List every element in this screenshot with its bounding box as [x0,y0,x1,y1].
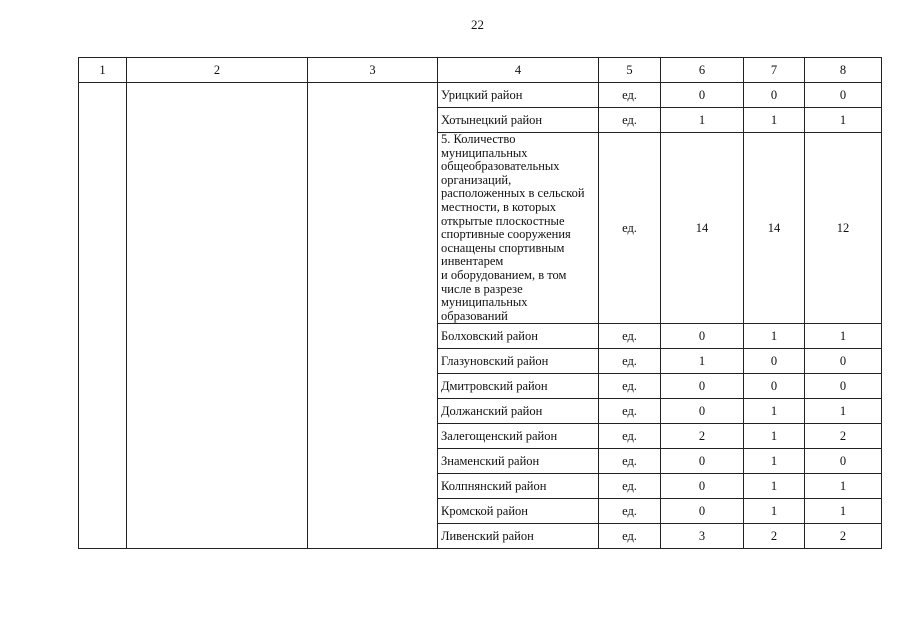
indicator-line: открытые плоскостные [441,213,565,228]
indicator-line: общеобразовательных [441,159,560,174]
header-col-8: 8 [805,58,882,83]
unit-cell: ед. [599,399,661,424]
value-col-8: 0 [805,374,882,399]
value-col-7: 1 [744,424,805,449]
indicator-table [78,57,882,549]
value-col-8: 2 [805,424,882,449]
district-name: Кромской район [438,499,599,524]
indicator-line: спортивные сооружения [441,227,571,242]
district-name: Урицкий район [438,83,599,108]
unit-cell: ед. [599,449,661,474]
value-col-8: 2 [805,524,882,549]
value-col-6: 1 [661,108,744,133]
district-name: Залегощенский район [438,424,599,449]
value-col-7: 1 [744,324,805,349]
header-col-7: 7 [744,58,805,83]
value-col-8: 0 [805,349,882,374]
indicator-line: и оборудованием, в том [441,267,567,282]
indicator-line: 5. Количество [441,132,516,146]
blank-col-3 [308,83,438,549]
blank-col-1 [79,83,127,549]
header-col-1: 1 [79,58,127,83]
district-name: Болховский район [438,324,599,349]
header-col-5: 5 [599,58,661,83]
value-col-7: 0 [744,374,805,399]
header-col-6: 6 [661,58,744,83]
value-col-6: 0 [661,324,744,349]
district-name: Должанский район [438,399,599,424]
unit-cell: ед. [599,349,661,374]
header-col-2: 2 [127,58,308,83]
district-name: Глазуновский район [438,349,599,374]
value-col-8: 1 [805,108,882,133]
district-name: Хотынецкий район [438,108,599,133]
indicator-line: муниципальных [441,295,528,310]
unit-cell: ед. [599,324,661,349]
value-col-7: 1 [744,449,805,474]
value-col-6: 0 [661,499,744,524]
unit-cell: ед. [599,133,661,324]
header-row [79,58,882,83]
indicator-line: организаций, [441,172,512,187]
value-col-8: 1 [805,324,882,349]
district-name: Знаменский район [438,449,599,474]
unit-cell: ед. [599,474,661,499]
indicator-line: инвентарем [441,254,504,269]
unit-cell: ед. [599,83,661,108]
value-col-7: 2 [744,524,805,549]
value-col-6: 0 [661,399,744,424]
value-col-6: 0 [661,83,744,108]
value-col-8: 1 [805,474,882,499]
value-col-6: 0 [661,374,744,399]
unit-cell: ед. [599,524,661,549]
indicator-line: образований [441,308,508,323]
indicator-line: расположенных в сельской [441,186,585,201]
value-col-7: 1 [744,474,805,499]
value-col-6: 14 [661,133,744,324]
indicator-line: оснащены спортивным [441,240,565,255]
value-col-6: 3 [661,524,744,549]
value-col-6: 1 [661,349,744,374]
value-col-8: 0 [805,83,882,108]
page-number: 22 [471,17,484,32]
value-col-6: 0 [661,474,744,499]
unit-cell: ед. [599,424,661,449]
indicator-line: числе в разрезе [441,281,523,296]
header-col-4: 4 [438,58,599,83]
value-col-8: 12 [805,133,882,324]
blank-col-2 [127,83,308,549]
indicator-description [438,133,599,324]
indicator-line: муниципальных [441,145,528,160]
value-col-8: 1 [805,399,882,424]
value-col-8: 1 [805,499,882,524]
value-col-7: 1 [744,499,805,524]
district-name: Ливенский район [438,524,599,549]
header-col-3: 3 [308,58,438,83]
value-col-7: 0 [744,83,805,108]
value-col-7: 0 [744,349,805,374]
value-col-7: 1 [744,399,805,424]
value-col-7: 1 [744,108,805,133]
district-name: Колпнянский район [438,474,599,499]
unit-cell: ед. [599,499,661,524]
value-col-7: 14 [744,133,805,324]
value-col-8: 0 [805,449,882,474]
unit-cell: ед. [599,374,661,399]
table-row [79,83,882,108]
unit-cell: ед. [599,108,661,133]
indicator-line: местности, в которых [441,199,556,214]
value-col-6: 2 [661,424,744,449]
value-col-6: 0 [661,449,744,474]
district-name: Дмитровский район [438,374,599,399]
